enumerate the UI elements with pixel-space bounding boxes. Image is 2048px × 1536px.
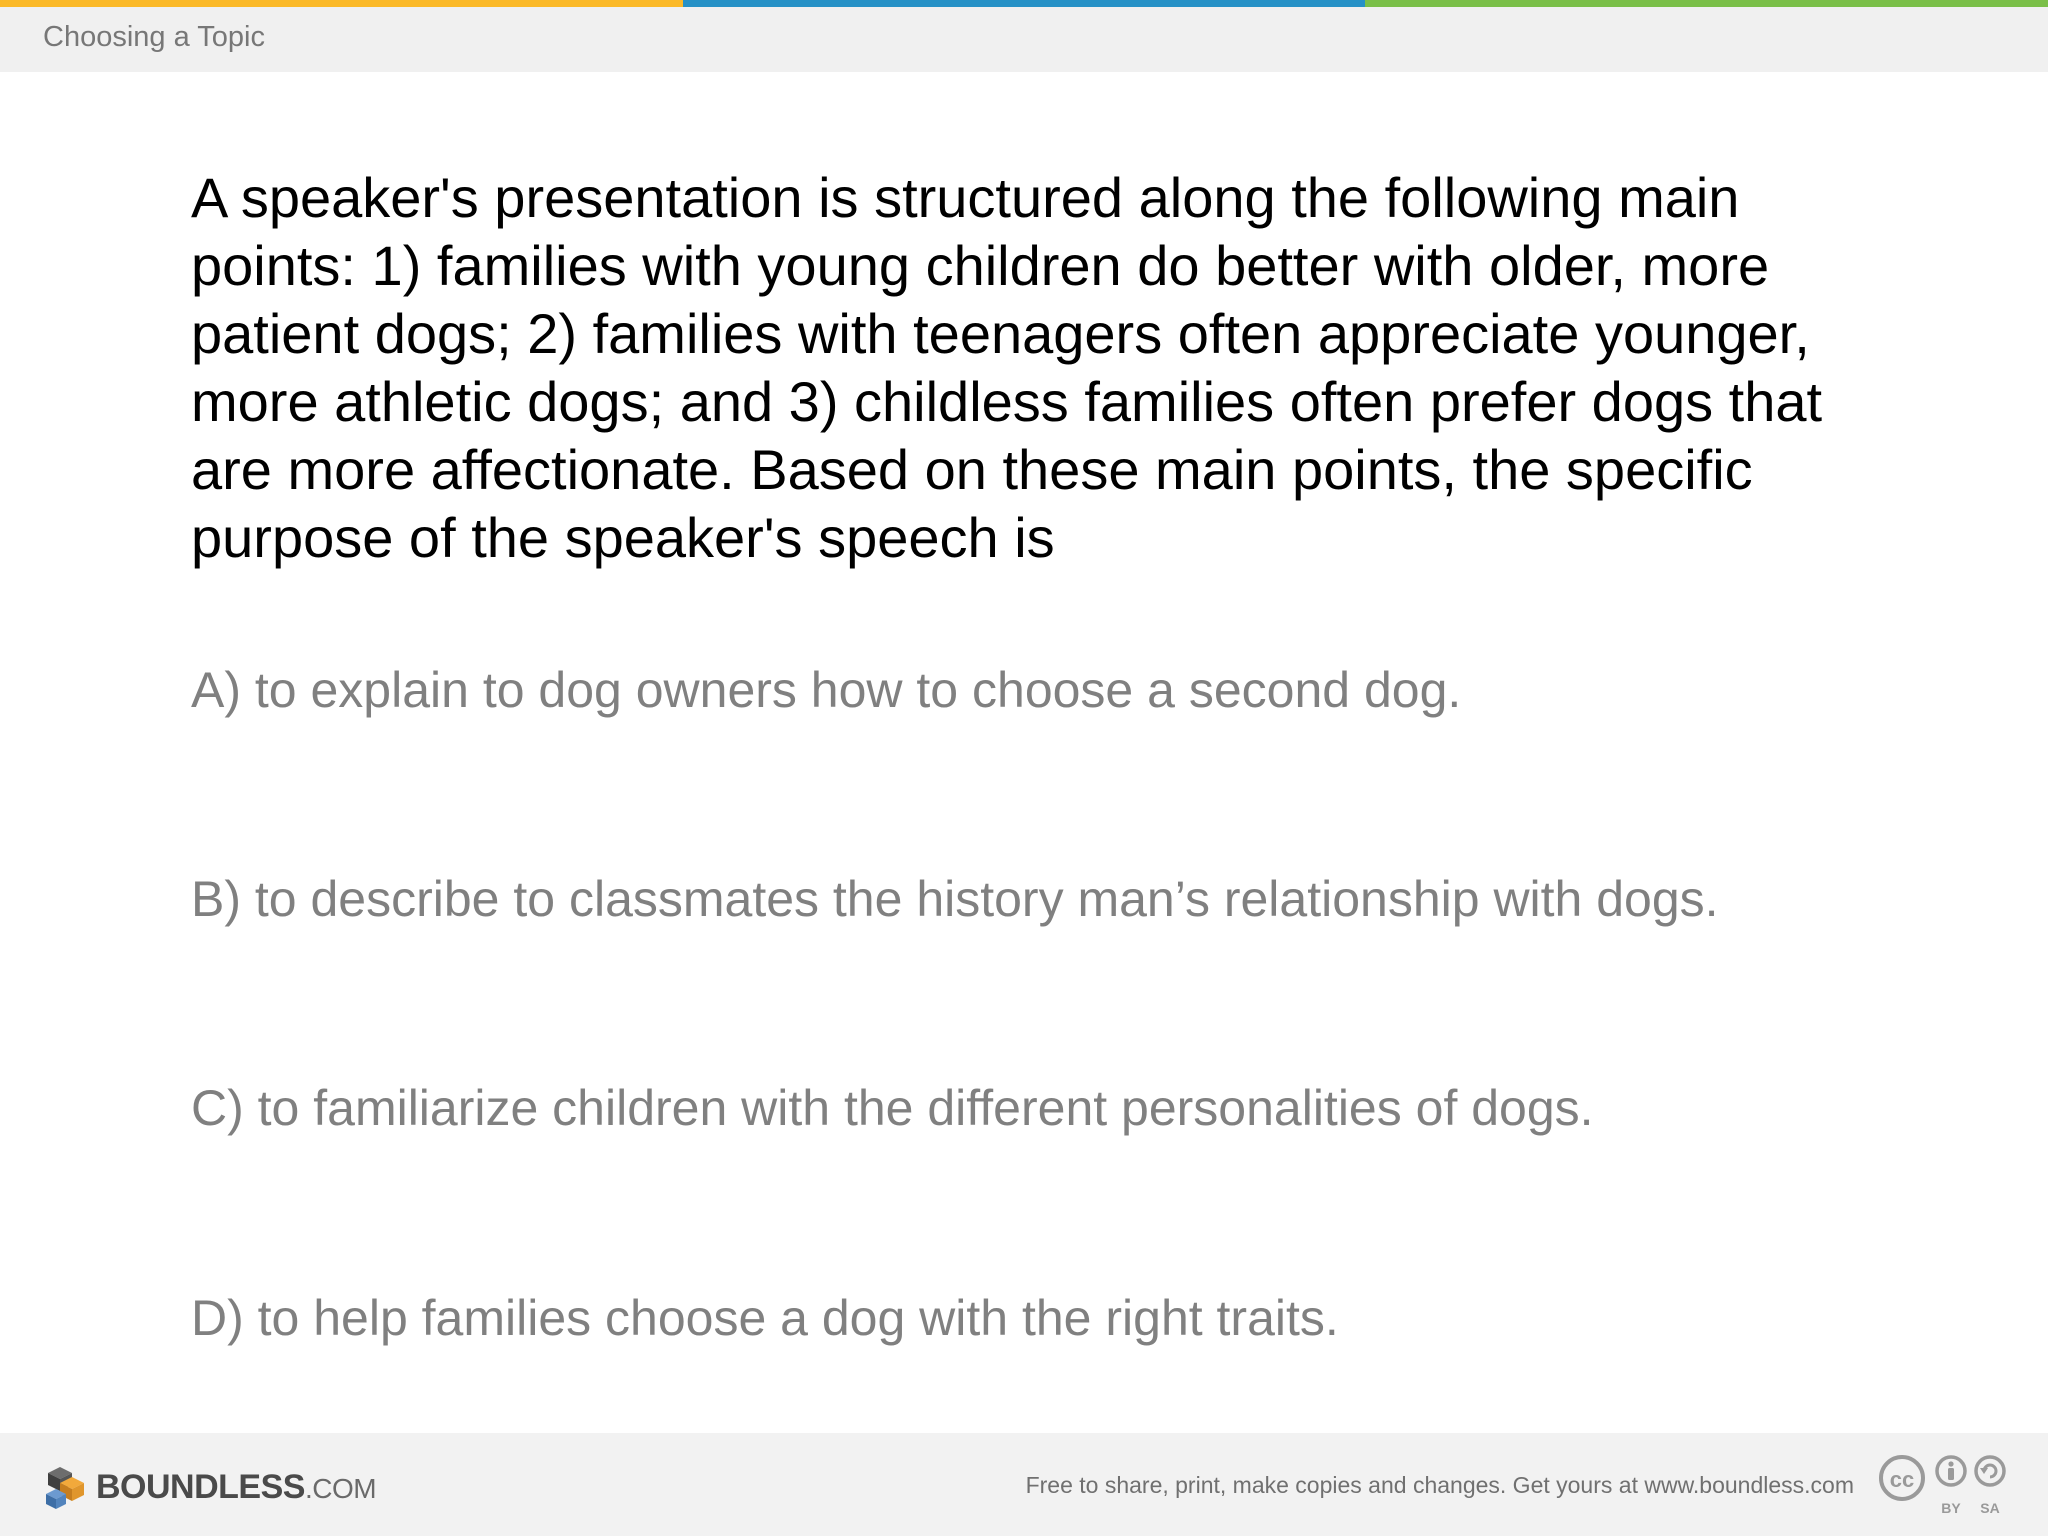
- stripe-green: [1365, 0, 2048, 7]
- answer-option-d[interactable]: D) to help families choose a dog with the right traits.: [191, 1290, 1339, 1346]
- answer-option-b[interactable]: B) to describe to classmates the history man’s relationship with dogs.: [191, 871, 1719, 927]
- top-color-stripes: [0, 0, 2048, 7]
- stripe-blue: [683, 0, 1366, 7]
- svg-text:BY: BY: [1941, 1500, 1961, 1516]
- question-text: A speaker's presentation is structured along the following main points: 1) families with young children do better with older, more patient dogs; 2) families with teenagers often appreciate younger, more athletic dogs; and 3) childless families often prefer dogs that are more affectionate. Based on these main points, the specific purpose of the speaker's speech is: [191, 166, 1823, 569]
- svg-text:SA: SA: [1980, 1500, 2000, 1516]
- stripe-yellow: [0, 0, 683, 7]
- header-bar: [0, 7, 2048, 72]
- cc-by-sa-icon: [1878, 1453, 2010, 1519]
- boundless-cube-icon: [42, 1463, 92, 1511]
- footer-share-note: Free to share, print, make copies and changes. Get yours at www.boundless.com: [1025, 1472, 1854, 1498]
- boundless-logo[interactable]: [42, 1463, 376, 1511]
- svg-text:cc: cc: [1889, 1467, 1915, 1492]
- answer-option-c[interactable]: C) to familiarize children with the different personalities of dogs.: [191, 1080, 1594, 1136]
- answer-option-a[interactable]: A) to explain to dog owners how to choose a second dog.: [191, 662, 1462, 718]
- logo-wordmark: BOUNDLESS.COM: [96, 1467, 377, 1506]
- footer-bar: [0, 1433, 2048, 1536]
- slide-topic-title: Choosing a Topic: [43, 21, 265, 53]
